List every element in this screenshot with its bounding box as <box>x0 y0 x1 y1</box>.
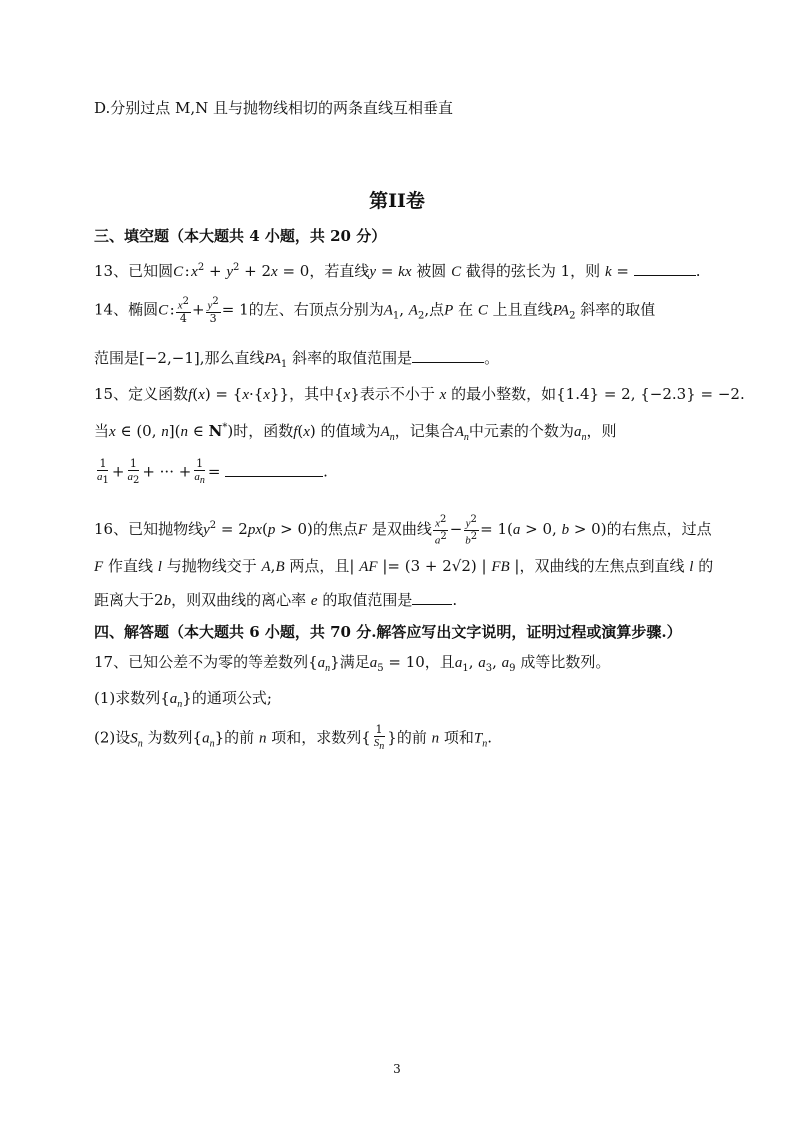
answer-blank[interactable] <box>412 348 484 363</box>
option-d: D.分别过点 M,N 且与抛物线相切的两条直线互相垂直 <box>94 99 454 117</box>
question-16-line2: F 作直线 l 与抛物线交于 A,B 两点，且| AF |= (3 + 2√2) | FB |，双曲线的左焦点到直线 l 的 <box>94 557 714 575</box>
section-4-heading: 四、解答题（本大题共 6 小题，共 70 分.解答应写出文字说明，证明过程或演算步骤.） <box>94 623 682 641</box>
question-15: 15、定义函数f(x) = {x·{x}}，其中{x}表示不小于 x 的最小整数，如{1.4} = 2, {−2.3} = −2. <box>94 385 745 403</box>
answer-blank[interactable] <box>412 590 452 605</box>
page-number: 3 <box>393 1062 401 1076</box>
question-16: 16、已知抛物线$y^2 = 2px(p > 0)$的焦点F 是双曲线 $\frac{x^2}{a^2}$ − $\frac{y^2}{b^2}$ = 1(a > 0, b > 0)的右焦点，过点 <box>94 514 712 547</box>
question-15-line2: 当x ∈ (0, n](n ∈ N*)时，函数f(x) 的值域为$A_n$，记集合$A_n$中元素的个数为$a_n$，则 <box>94 422 617 443</box>
part-title: 第II卷 <box>369 190 425 212</box>
question-17-part1: (1)求数列$\{a_n\}$的通项公式; <box>94 689 272 710</box>
question-14-line2: 范围是[−2,−1],那么直线$PA_1$ 斜率的取值范围是 。 <box>94 349 500 370</box>
question-17: 17、已知公差不为零的等差数列$\{a_n\}$满足$a_5 = 10$，且$a_1$, $a_3$, $a_9$ 成等比数列。 <box>94 653 611 674</box>
question-14: 14、椭圆C : $\frac{x^2}{4}$ + $\frac{y^2}{3}$ = 1的左、右顶点分别为$A_1$, $A_2$,点P 在 C 上且直线$PA_2$ 斜率的取值 <box>94 296 656 325</box>
question-17-part2: (2)设$S_n$ 为数列$\{a_n\}$的前 n 项和，求数列{ $\frac{1}{S_n}$ }的前 n 项和$T_n$. <box>94 723 493 753</box>
section-3-heading: 三、填空题（本大题共 4 小题，共 20 分） <box>94 227 387 245</box>
answer-blank[interactable] <box>225 462 323 477</box>
question-15-line3: $\frac{1}{a_1}$ + $\frac{1}{a_2}$ + ··· + $\frac{1}{a_n}$ = . <box>97 457 328 487</box>
answer-blank[interactable] <box>634 261 696 276</box>
question-16-line3: 距离大于2b，则双曲线的离心率 e 的取值范围是 . <box>94 591 458 609</box>
question-13: 13、已知圆C : $x^2 + y^2 + 2x = 0$，若直线y = kx 被圆 C 截得的弦长为 1，则 k = . <box>94 262 701 280</box>
